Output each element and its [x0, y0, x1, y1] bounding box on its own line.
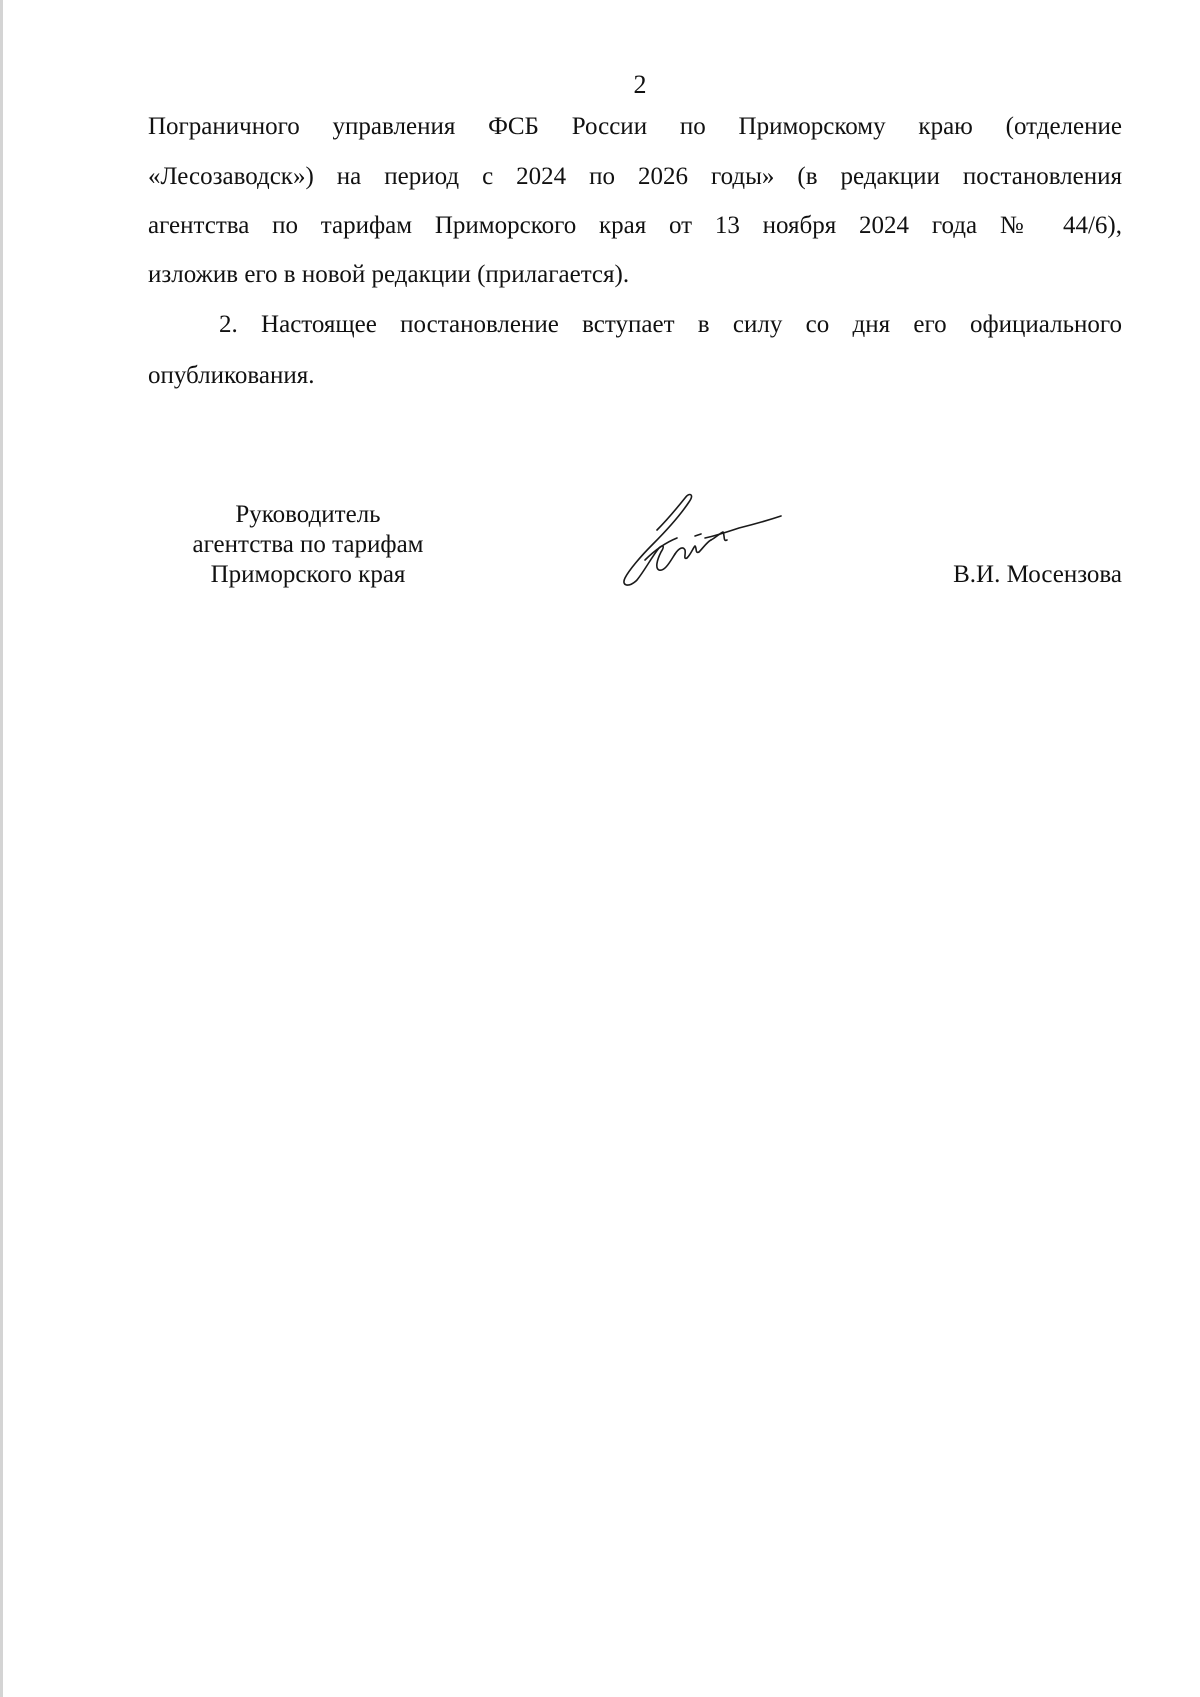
- paragraph-1-line-2: «Лесозаводск») на период с 2024 по 2026 годы» (в редакции постановления: [148, 163, 1122, 190]
- handwritten-signature: [615, 490, 785, 600]
- page-number: 2: [633, 70, 647, 99]
- paragraph-2-line-2: опубликования.: [148, 362, 315, 389]
- position-line-3: Приморского края: [210, 561, 406, 588]
- paragraph-1-line-1: Пограничного управления ФСБ России по Приморскому краю (отделение: [148, 113, 1122, 140]
- signatory-position: [158, 500, 458, 590]
- position-line-2: агентства по тарифам: [192, 531, 424, 558]
- page-edge-shadow: [0, 0, 3, 1697]
- paragraph-2-line-1: 2. Настоящее постановление вступает в силу со дня его официального: [219, 311, 1122, 338]
- signer-name: В.И. Мосензова: [953, 561, 1122, 588]
- position-line-1: Руководитель: [235, 501, 381, 528]
- paragraph-1-line-4: изложив его в новой редакции (прилагается).: [148, 261, 630, 288]
- paragraph-1-line-3: агентства по тарифам Приморского края от 13 ноября 2024 года № 44/6),: [148, 212, 1122, 239]
